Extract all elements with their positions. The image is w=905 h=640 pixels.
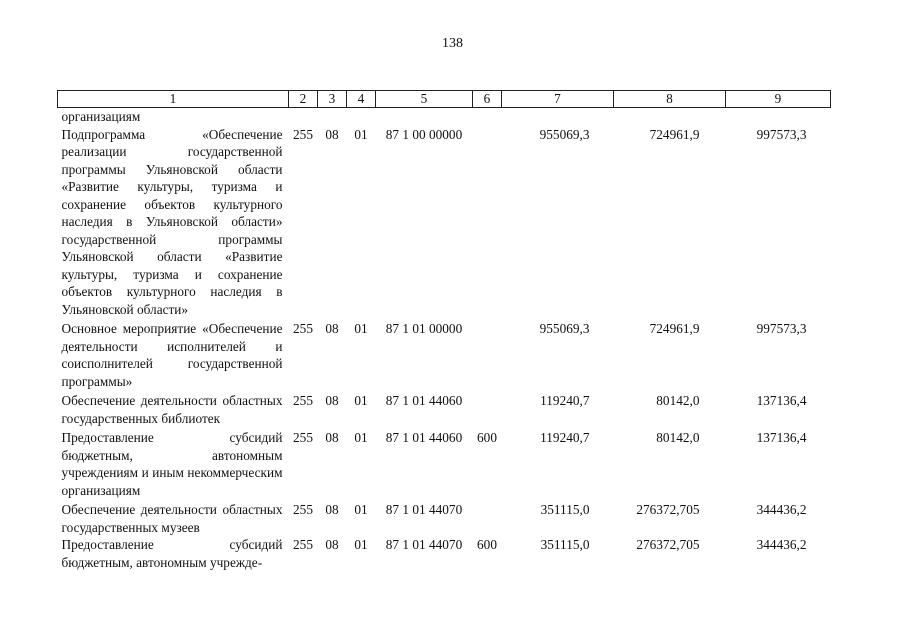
cell-amount-3: 137136,4	[756, 393, 807, 408]
column-header: 1	[58, 91, 289, 108]
column-header: 9	[726, 91, 831, 108]
row-description: Обеспечение деятельности областных государственных музеев	[61, 502, 283, 535]
header-row	[58, 91, 831, 108]
cell-section-code: 255	[293, 430, 313, 445]
cell-subdivision-code: 01	[354, 126, 368, 142]
cell-subdivision-code: 01	[354, 502, 368, 517]
cell-expense-type	[473, 499, 502, 536]
column-header: 5	[376, 91, 473, 108]
budget-table	[57, 90, 831, 571]
cell-amount-3	[726, 108, 831, 126]
cell-section-code: 255	[293, 537, 313, 552]
cell-amount-2: 276372,705	[636, 502, 700, 517]
cell-target-code: 87 1 01 44070	[385, 537, 463, 552]
column-header: 3	[318, 91, 347, 108]
cell-subdivision-code: 01	[354, 393, 368, 408]
cell-amount-3: 997573,3	[756, 126, 807, 142]
cell-amount-1: 955069,3	[539, 321, 590, 336]
cell-amount-3: 344436,2	[756, 502, 807, 517]
cell-division-code: 08	[325, 126, 339, 142]
cell-subdivision-code	[347, 108, 376, 126]
cell-expense-type	[473, 318, 502, 390]
row-description: организациям	[61, 109, 141, 124]
cell-division-code: 08	[325, 430, 339, 445]
cell-target-code	[376, 108, 473, 126]
cell-subdivision-code: 01	[354, 430, 368, 445]
cell-amount-1: 119240,7	[540, 393, 590, 408]
table-row	[58, 108, 831, 126]
page-number: 138	[442, 36, 463, 51]
cell-target-code: 87 1 01 00000	[385, 321, 463, 336]
column-header: 6	[473, 91, 502, 108]
cell-amount-1: 955069,3	[539, 126, 590, 142]
cell-amount-2: 724961,9	[649, 321, 700, 336]
cell-expense-type	[473, 126, 502, 319]
row-description: Предоставление субсидий бюджетным, автономным учрежде-	[61, 537, 283, 570]
table-row	[58, 427, 831, 499]
row-description: Предоставление субсидий бюджетным, автономным учреждениям и иным некоммерческим организациям	[61, 430, 283, 498]
table-row	[58, 126, 831, 319]
cell-amount-3: 137136,4	[756, 430, 807, 445]
row-description: Подпрограмма «Обеспечение реализации государственной программы Ульяновской области «Развитие культуры, туризма и сохранение объектов культурного наследия в Ульяновской области» государственной программы Ульяновской области «Развитие культуры, туризма и сохранение объектов культурного наследия в Ульяновской области»	[61, 126, 283, 317]
table-row	[58, 318, 831, 390]
cell-subdivision-code: 01	[354, 537, 368, 552]
column-header: 2	[289, 91, 318, 108]
cell-target-code: 87 1 01 44070	[385, 502, 463, 517]
cell-division-code: 08	[325, 393, 339, 408]
cell-expense-type: 600	[477, 430, 497, 445]
cell-expense-type	[473, 390, 502, 427]
cell-amount-1	[502, 108, 614, 126]
cell-amount-2	[614, 108, 726, 126]
cell-division-code	[318, 108, 347, 126]
cell-expense-type	[473, 108, 502, 126]
cell-amount-1: 351115,0	[540, 502, 590, 517]
cell-section-code: 255	[293, 126, 313, 142]
cell-section-code	[289, 108, 318, 126]
table-row	[58, 536, 831, 571]
column-header: 4	[347, 91, 376, 108]
cell-amount-3: 344436,2	[756, 537, 807, 552]
row-description: Обеспечение деятельности областных государственных библиотек	[61, 393, 283, 426]
cell-section-code: 255	[293, 393, 313, 408]
cell-amount-2: 724961,9	[649, 126, 700, 142]
column-header: 8	[614, 91, 726, 108]
cell-section-code: 255	[293, 321, 313, 336]
table-row	[58, 390, 831, 427]
row-description: Основное мероприятие «Обеспечение деятельности исполнителей и соисполнителей государственной программы»	[61, 321, 283, 389]
cell-target-code: 87 1 00 00000	[385, 126, 463, 142]
cell-division-code: 08	[325, 537, 339, 552]
cell-division-code: 08	[325, 502, 339, 517]
table-row	[58, 499, 831, 536]
cell-target-code: 87 1 01 44060	[385, 430, 463, 445]
cell-amount-3: 997573,3	[756, 321, 807, 336]
cell-division-code: 08	[325, 321, 339, 336]
cell-target-code: 87 1 01 44060	[385, 393, 463, 408]
cell-section-code: 255	[293, 502, 313, 517]
cell-amount-2: 80142,0	[656, 393, 700, 408]
cell-amount-2: 80142,0	[656, 430, 700, 445]
column-header: 7	[502, 91, 614, 108]
cell-amount-1: 119240,7	[540, 430, 590, 445]
cell-amount-2: 276372,705	[636, 537, 700, 552]
cell-amount-1: 351115,0	[540, 537, 590, 552]
cell-subdivision-code: 01	[354, 321, 368, 336]
cell-expense-type: 600	[477, 537, 497, 552]
